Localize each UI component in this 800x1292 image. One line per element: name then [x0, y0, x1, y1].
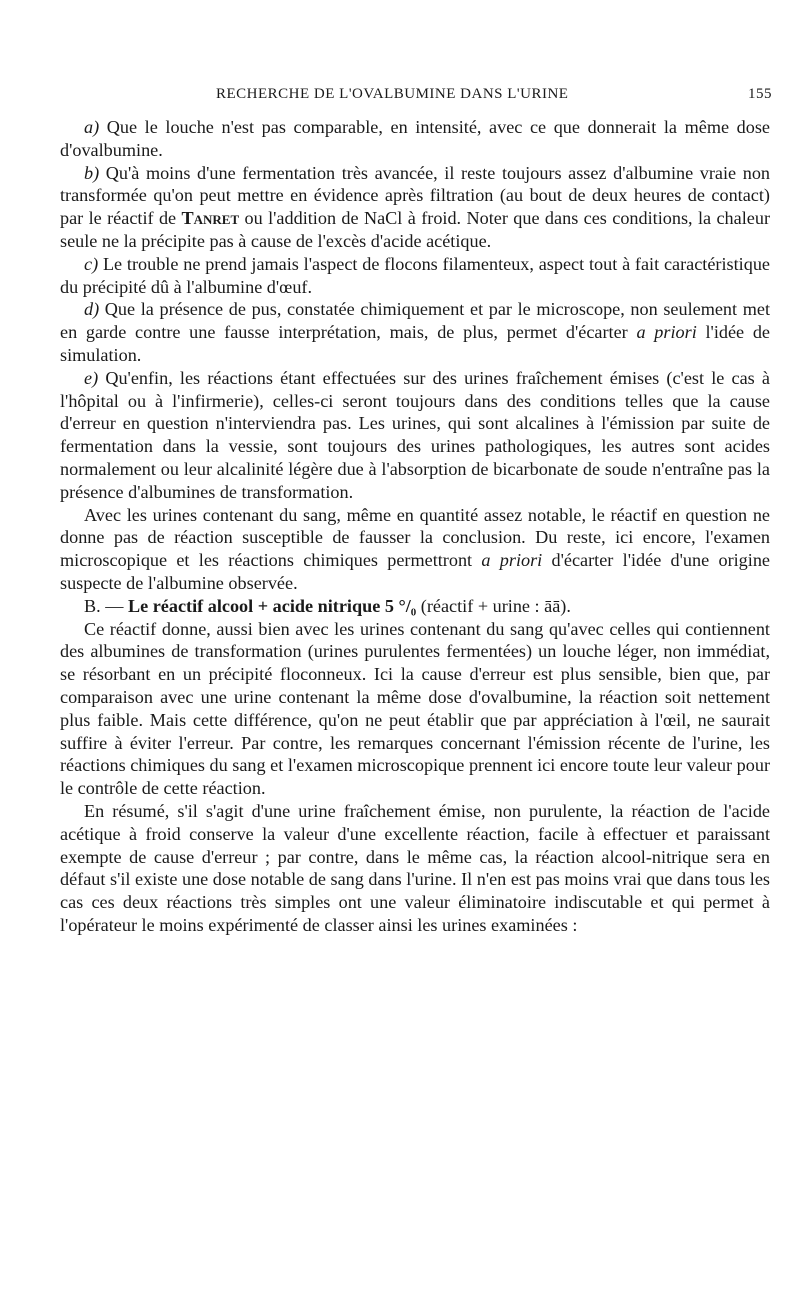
paragraph-text: Le trouble ne prend jamais l'aspect de flocons filamenteux, aspect tout à fait caractéristique du précipité dû à l'albumine d'œuf.: [60, 253, 770, 297]
item-marker: e): [84, 367, 99, 388]
paragraph-text: Qu'à moins d'une fermentation très avancée, il reste toujours assez d'albumine vraie non transformée qu'on peut mettre en évidence après filtration (au bout de deux heures de contact) par le réactif de: [60, 162, 771, 229]
paragraph-text: Que la présence de pus, constatée chimiquement et par le microscope, non seulement met en garde contre une fausse interprétation, mais, de plus, permet d'écarter: [60, 299, 770, 343]
italic-phrase: a priori: [636, 322, 697, 343]
page-number: 155: [748, 86, 772, 102]
paragraph-b: [60, 162, 770, 253]
heading-title: Le réactif alcool + acide nitrique 5 °/₀: [127, 595, 417, 616]
paragraph-text: Ce réactif donne, aussi bien avec les urines contenant du sang qu'avec celles qui contiennent des albumines de transformation (urines purulentes fermentées) un louche léger, non immédiat, se résorbant en un précipité floconneux. Ici la cause d'erreur est plus sensible, bien que, par comparaison avec une urine contenant la même dose d'ovalbumine, la réaction soit nettement plus faible. Mais cette différence, qu'on ne peut établir que par appréciation à l'œil, ne saurait suffire à éviter l'erreur. Par contre, les remarques concernant l'émission récente de l'urine, les réactions chimiques du sang et l'examen microscopique prennent ici encore toute leur valeur pour le contrôle de cette réaction.: [60, 618, 770, 799]
paragraph-text: Que le louche n'est pas comparable, en intensité, avec ce que donnerait la même dose d'ovalbumine.: [60, 117, 770, 160]
section-heading-b: [60, 595, 770, 618]
item-marker: b): [84, 162, 100, 183]
paragraph-text: d'écarter l'idée d'une origine suspecte de l'albumine observée.: [60, 550, 770, 593]
paragraph-e: [60, 367, 770, 504]
page-body: [60, 116, 770, 937]
item-marker: d): [84, 299, 100, 320]
paragraph-d: [60, 298, 770, 366]
paragraph-reagent: [60, 618, 770, 800]
paragraph-c: [60, 253, 770, 299]
heading-prefix: B. —: [84, 595, 128, 616]
paragraph-text: ou l'addition de NaCl à froid. Noter que dans ces conditions, la chaleur seule ne la précipite pas à cause de l'excès d'acide acétique.: [60, 208, 770, 251]
running-header: [60, 86, 772, 108]
item-marker: a): [84, 117, 100, 137]
italic-phrase: a priori: [481, 550, 543, 571]
item-marker: c): [84, 253, 99, 274]
paragraph-text: Avec les urines contenant du sang, même en quantité assez notable, le réactif en question ne donne pas de réaction susceptible de fausser la conclusion. Du reste, ici encore, l'examen microscopique et les réactions chimiques permettront: [60, 504, 770, 571]
author-name: Tanret: [181, 208, 240, 229]
paragraph-blood: [60, 504, 770, 595]
paragraph-text: Qu'enfin, les réactions étant effectuées sur des urines fraîchement émises (c'est le cas à l'hôpital ou à l'infirmerie), celles-ci seront toujours dans des conditions telles que la cause d'erreur en question n'interviendra pas. Les urines, qui sont alcalines à l'émission par suite de fermentation dans la vessie, sont toujours des urines pathologiques, les autres sont acides normalement ou leur alcalinité légère due à l'absorption de bicarbonate de soude n'entraîne pas la présence d'albumines de transformation.: [60, 367, 771, 502]
paragraph-summary: [60, 800, 770, 937]
heading-suffix: (réactif + urine : āā).: [416, 595, 571, 616]
running-title: RECHERCHE DE L'OVALBUMINE DANS L'URINE: [216, 86, 569, 102]
paragraph-a: [60, 116, 770, 162]
paragraph-text: l'idée de simulation.: [60, 322, 771, 365]
paragraph-text: En résumé, s'il s'agit d'une urine fraîchement émise, non purulente, la réaction de l'acide acétique à froid conserve la valeur d'une excellente réaction, facile à effectuer et paraissant exempte de cause d'erreur ; par contre, dans le même cas, la réaction alcool-nitrique sera en défaut s'il existe une dose notable de sang dans l'urine. Il n'en est pas moins vrai que dans tous les cas ces deux réactions très simples ont une valeur éliminatoire indiscutable et qui permet à l'opérateur le moins expérimenté de classer ainsi les urines examinées :: [60, 800, 770, 935]
